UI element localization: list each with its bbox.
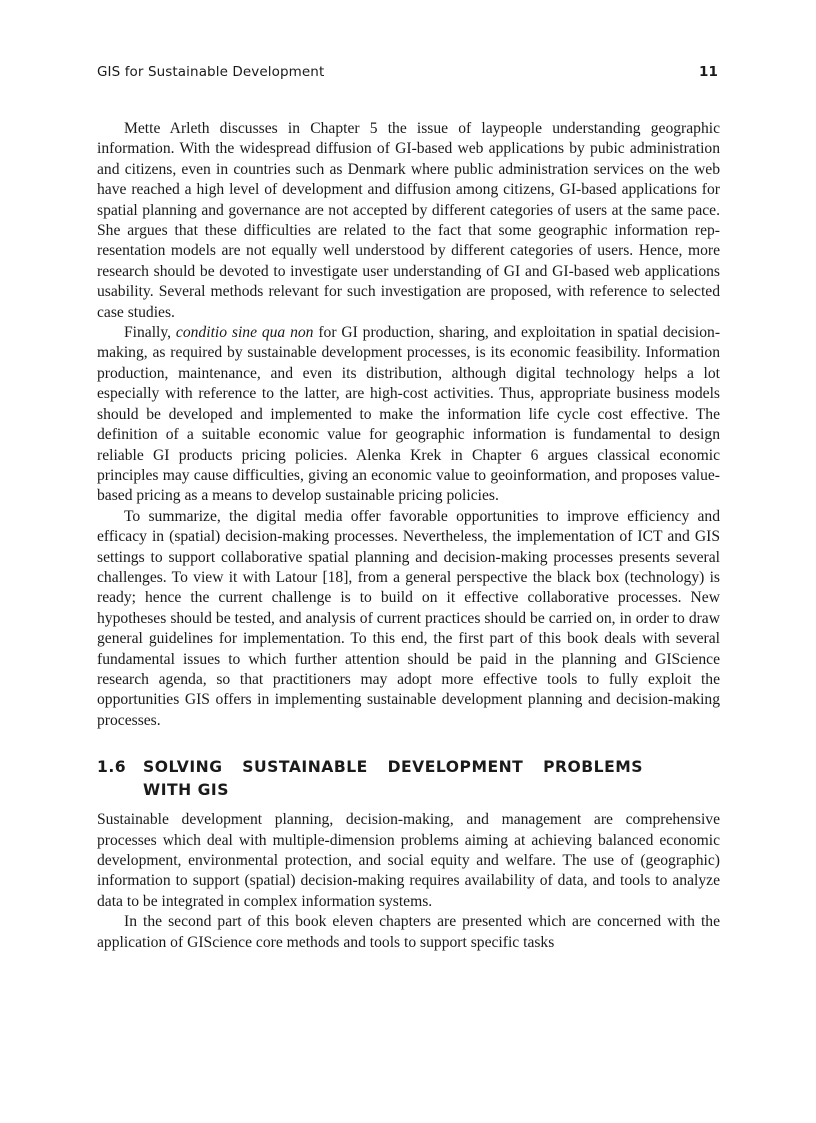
main-text — [97, 119, 720, 953]
latin-phrase: conditio sine qua non — [175, 324, 314, 342]
paragraph-economic-feasibility — [97, 323, 720, 507]
paragraph-summary: To summarize, the digital media offer favorable opportunities to improve efficiency and efficacy in (spatial) decision-making processes. Nevertheless, the implementation of ICT and GIS settings to support collaborative spatial planning and decision-making processes presents several challenges. To view it with Latour [18], from a general perspective the black box (technology) is ready; hence the current challenge is to build on it effective collaborative processes. New hypotheses should be tested, and analysis of current practices should be carried on, in order to draw general guidelines for implementation. To this end, the first part of this book deals with several fundamental issues to which further attention should be paid in the planning and GIScience research agenda, so that practitioners may adopt more effective tools to fully exploit the opportunities GIS offers in implementing sustainable development planning and decision-making processes. — [97, 507, 720, 729]
paragraph-second-part: In the second part of this book eleven chapters are presented which are concerned with the application of GIScience core methods and tools to support specific tasks — [97, 913, 720, 951]
running-title: GIS for Sustainable Development — [97, 64, 325, 80]
paragraph-arleth: Mette Arleth discusses in Chapter 5 the issue of laypeople understanding geographic information. With the widespread diffusion of GI-based web applications by pubic administration and citizens, even in countries such as Denmark where public administration services on the web have reached a high level of development and diffusion among citizens, GI-based applications for spatial planning and governance are not accepted by different categories of users at the same pace. She argues that these difficulties are related to the fact that some geographic information representation models are not equally well understood by different categories of users. Hence, more research should be devoted to investigate user understanding of GI and GI-based web applications usability. Several methods relevant for such investigation are proposed, with reference to selected case studies. — [97, 120, 720, 321]
paragraph-lead: Finally, — [124, 324, 176, 342]
book-page — [97, 64, 720, 953]
section-title: SOLVING SUSTAINABLE DEVELOPMENT PROBLEMS WITH GIS — [143, 758, 643, 800]
section-number: 1.6 — [97, 758, 127, 777]
section-heading — [97, 756, 720, 802]
running-header — [97, 64, 720, 86]
paragraph-sustainable-planning: Sustainable development planning, decision-making, and management are comprehensive processes which deal with multiple-dimension problems aiming at achieving balanced economic development, environmental protection, and social equity and welfare. The use of (geographic) information to support (spatial) decision-making requires availability of data, and tools to analyze data to be integrated in complex information systems. — [97, 811, 720, 910]
page-number: 11 — [699, 64, 718, 80]
paragraph-rest: for GI production, sharing, and exploitation in spatial decision-making, as required by sustainable development processes, is its economic feasibility. Information production, maintenance, and even its distribution, although digital technology helps a lot especially with reference to the latter, are high-cost activities. Thus, appropriate business models should be developed and implemented to make the information life cycle cost effective. The definition of a suitable economic value for geographic information is fundamental to design reliable GI products pricing policies. Alenka Krek in Chapter 6 argues classical economic principles may cause difficulties, giving an economic value to geoinformation, and proposes value-based pricing as a means to develop sustainable pricing policies. — [97, 324, 721, 505]
